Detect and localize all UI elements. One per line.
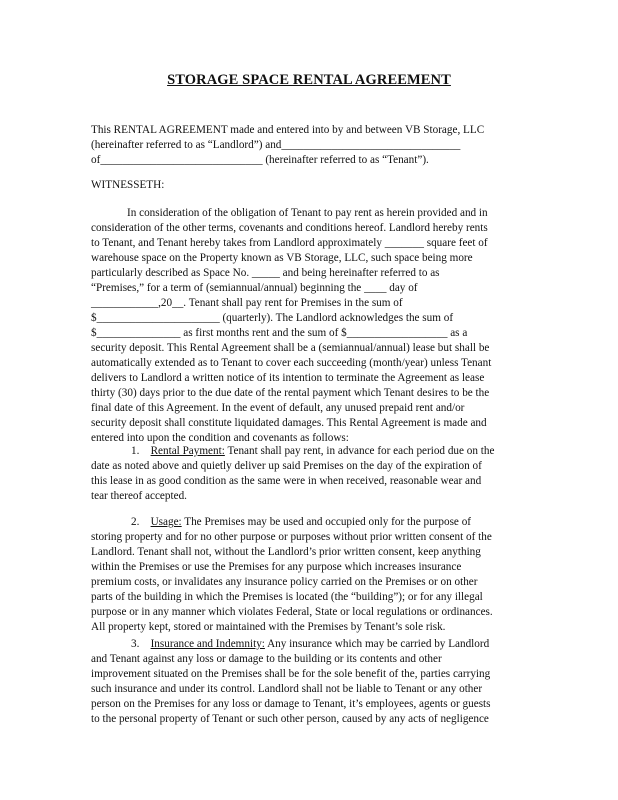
intro-line: of_____________________________ (hereinafter referred to as “Tenant”). [91,154,429,166]
section-line: parts of the building in which the Premises is located (the “building”); or for any illegal [91,591,483,603]
section-rental-payment [91,444,529,504]
section-line: within the Premises or use the Premises for any purpose which increases insurance [91,561,462,573]
consideration-line: automatically extended as to Tenant to cover each succeeding (month/year) unless Tenant [91,357,492,369]
section-line: Landlord. Tenant shall not, without the Landlord’s prior written consent, keep anything [91,546,481,558]
section-line: to the personal property of Tenant or such other person, caused by any acts of negligence [91,713,489,725]
consideration-line: $_______________ as first months rent and the sum of $__________________ as a [91,327,468,339]
intro-paragraph [91,123,529,168]
consideration-line: security deposit. This Rental Agreement shall be a (semiannual/annual) lease but shall be [91,342,490,354]
consideration-line: $______________________ (quarterly). The Landlord acknowledges the sum of [91,312,454,324]
section-line: improvement situated on the Premises shall be for the sole benefit of the, parties carrying [91,668,491,680]
section-first-line: Any insurance which may be carried by Landlord [264,638,490,650]
consideration-line: particularly described as Space No. _____ and being hereinafter referred to as [91,267,440,279]
section-heading: Usage: [150,516,182,528]
section-line: date as noted above and quietly deliver up said Premises on the day of the expiration of [91,460,482,472]
section-number: 2. [131,516,140,528]
consideration-line: thirty (30) days prior to the due date of the rental payment which Tenant desires to be the [91,387,490,399]
consideration-line: entered into upon the condition and covenants as follows: [91,432,349,444]
intro-line: This RENTAL AGREEMENT made and entered into by and between VB Storage, LLC [91,124,485,136]
section-line: such insurance and under its control. Landlord shall not be liable to Tenant or any other [91,683,483,695]
section-line: tear thereof accepted. [91,490,187,502]
section-line: this lease in as good condition as the same were in when received, reasonable wear and [91,475,482,487]
consideration-line: consideration of the other terms, covenants and conditions hereof. Landlord hereby rents [91,222,488,234]
consideration-line: warehouse space on the Property known as VB Storage, LLC, such space being more [91,252,473,264]
section-first-line: The Premises may be used and occupied only for the purpose of [181,516,472,528]
section-line: purpose or in any manner which violates Federal, State or local regulations or ordinances. [91,606,493,618]
section-insurance-indemnity [91,637,529,727]
consideration-line: final date of this Agreement. In the event of default, any unused prepaid rent and/or [91,402,465,414]
section-number: 1. [131,445,140,457]
section-heading: Rental Payment: [150,445,225,457]
witnesseth-heading: WITNESSETH: [91,179,165,191]
consideration-line: “Premises,” for a term of (semiannual/annual) beginning the ____ day of [91,282,418,294]
document-title: STORAGE SPACE RENTAL AGREEMENT [167,72,451,88]
section-line: All property kept, stored or maintained with the Premises by Tenant’s sole risk. [91,621,446,633]
consideration-line: In consideration of the obligation of Tenant to pay rent as herein provided and in [127,207,488,219]
consideration-line: ____________,20__. Tenant shall pay rent for Premises in the sum of [91,297,403,309]
consideration-line: to Tenant, and Tenant hereby takes from Landlord approximately _______ square feet of [91,237,488,249]
consideration-paragraph [91,206,529,446]
consideration-line: security deposit shall constitute liquidated damages. This Rental Agreement is made and [91,417,487,429]
section-usage [91,515,529,635]
section-line: premium costs, or invalidates any insurance policy carried on the Premises or on other [91,576,478,588]
section-number: 3. [131,638,140,650]
consideration-line: delivers to Landlord a written notice of its intention to terminate the Agreement as lease [91,372,485,384]
section-line: storing property and for no other purpose or purposes without prior written consent of the [91,531,492,543]
section-heading: Insurance and Indemnity: [150,638,265,650]
section-line: and Tenant against any loss or damage to the building or its contents and other [91,653,442,665]
section-line: person on the Premises for any loss or damage to Tenant, it’s employees, agents or guests [91,698,491,710]
intro-line: (hereinafter referred to as “Landlord”) and________________________________ [91,139,461,151]
section-first-line: Tenant shall pay rent, in advance for each period due on the [224,445,495,457]
